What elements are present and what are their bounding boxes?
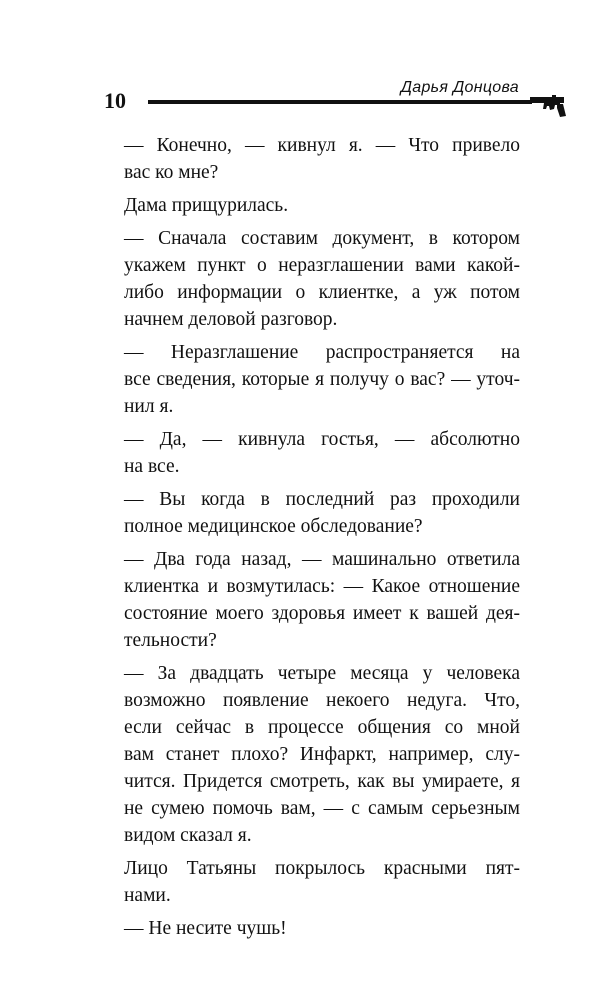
- paragraph: [104, 225, 520, 333]
- text-line: вас ко мне?: [124, 162, 219, 183]
- text-line: укажем пункт о неразглашении вами какой-: [124, 255, 520, 276]
- paragraph: [104, 915, 520, 942]
- text-line: — Не несите чушь!: [124, 918, 287, 939]
- text-line: Лицо Татьяны покрылось красными пят-: [124, 858, 520, 879]
- header-rule: [148, 100, 532, 104]
- text-line: клиентка и возмутилась: — Какое отношение: [124, 576, 520, 597]
- text-line: если сейчас в процессе общения со мной: [124, 717, 520, 738]
- text-line: состояние моего здоровья имеет к вашей дея-: [124, 603, 520, 624]
- text-line: — Неразглашение распространяется на: [124, 342, 520, 363]
- text-line: видом сказал я.: [124, 825, 252, 846]
- body-text: [104, 132, 520, 948]
- text-line: вам станет плохо? Инфаркт, например, слу-: [124, 744, 520, 765]
- text-line: тельности?: [124, 630, 217, 651]
- paragraph: [104, 660, 520, 849]
- text-line: нил я.: [124, 396, 174, 417]
- text-line: полное медицинское обследование?: [124, 516, 423, 537]
- paragraph: [104, 339, 520, 420]
- text-line: — Конечно, — кивнул я. — Что привело: [124, 135, 520, 156]
- revolver-icon: [530, 93, 568, 119]
- text-line: — Да, — кивнула гостья, — абсолютно: [124, 429, 520, 450]
- paragraph: [104, 426, 520, 480]
- text-line: возможно появление некоего недуга. Что,: [124, 690, 520, 711]
- text-line: Дама прищурилась.: [124, 195, 289, 216]
- text-line: чится. Придется смотреть, как вы умираете, я: [124, 771, 520, 792]
- text-line: на все.: [124, 456, 180, 477]
- page-number: 10: [104, 88, 126, 113]
- paragraph: [104, 855, 520, 909]
- paragraph: [104, 132, 520, 186]
- paragraph: [104, 486, 520, 540]
- paragraph: [104, 546, 520, 654]
- text-line: — Вы когда в последний раз проходили: [124, 489, 520, 510]
- text-line: — За двадцать четыре месяца у человека: [124, 663, 520, 684]
- running-head-author: Дарья Донцова: [400, 79, 519, 96]
- text-line: все сведения, которые я получу о вас? — уточ-: [124, 369, 520, 390]
- text-line: нами.: [124, 885, 171, 906]
- text-line: либо информации о клиентке, а уж потом: [124, 282, 520, 303]
- text-line: не сумею помочь вам, — с самым серьезным: [124, 798, 520, 819]
- text-line: — Сначала составим документ, в котором: [124, 228, 520, 249]
- text-line: — Два года назад, — машинально ответила: [124, 549, 520, 570]
- paragraph: [104, 192, 520, 219]
- text-line: начнем деловой разговор.: [124, 309, 338, 330]
